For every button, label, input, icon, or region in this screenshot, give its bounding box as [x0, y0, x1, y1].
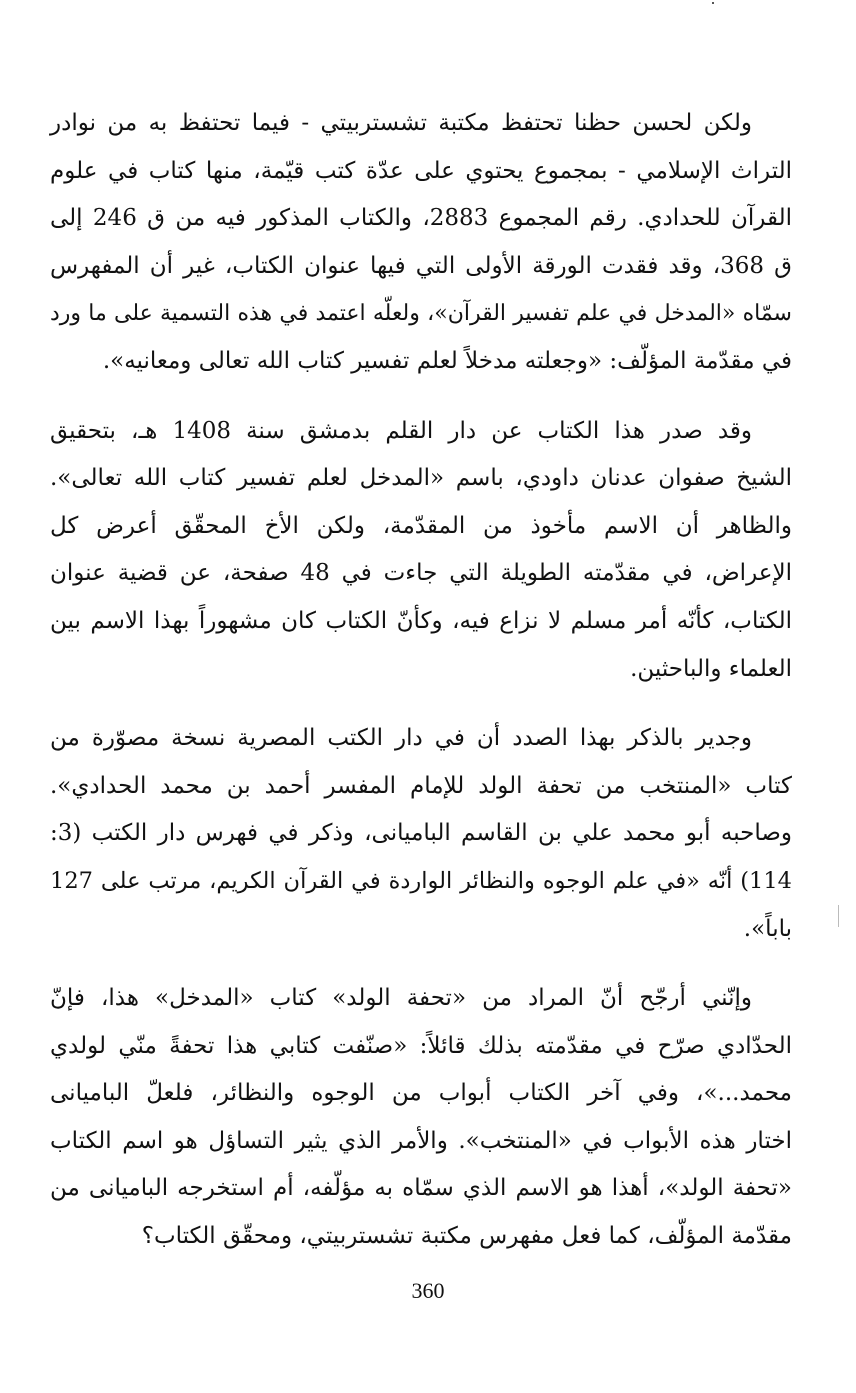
- text-line: التراث الإسلامي - بمجموع يحتوي على عدّة كتب قيّمة، منها كتاب في علوم: [50, 157, 792, 184]
- text-line: الإعراض، في مقدّمته الطويلة التي جاءت في 48 صفحة، عن قضية عنوان: [50, 560, 792, 587]
- text-line: ولكن لحسن حظنا تحتفظ مكتبة تشستربيتي - فيما تحتفظ به من نوادر: [50, 110, 752, 136]
- text-line: العلماء والباحثين.: [630, 655, 792, 682]
- text-line: في مقدّمة المؤلّف: «وجعلته مدخلاً لعلم تفسير كتاب الله تعالى ومعانيه».: [102, 347, 792, 374]
- text-line: «تحفة الولد»، أهذا هو الاسم الذي سمّاه به مؤلّفه، أم استخرجه الباميانى من: [50, 1175, 792, 1202]
- text-line: كتاب «المنتخب من تحفة الولد للإمام المفسر أحمد بن محمد الحدادي».: [50, 772, 792, 799]
- text-line: وجدير بالذكر بهذا الصدد أن في دار الكتب المصرية نسخة مصوّرة من: [50, 725, 752, 752]
- text-line: الحدّادي صرّح في مقدّمته بذلك قائلاً: «صنّفت كتابي هذا تحفةً منّي لولدي: [50, 1032, 792, 1059]
- scan-speck: [712, 2, 714, 4]
- paragraph-tuhfat-al-walad: [50, 975, 792, 1261]
- text-line: الشيخ صفوان عدنان داودي، باسم «المدخل لعلم تفسير كتاب الله تعالى».: [50, 465, 792, 492]
- body-text: [50, 100, 792, 1283]
- text-line: والظاهر أن الاسم مأخوذ من المقدّمة، ولكن الأخ المحقّق أعرض كل: [50, 512, 792, 539]
- text-line: وإنّني أرجّح أنّ المراد من «تحفة الولد» كتاب «المدخل» هذا، فإنّ: [50, 985, 753, 1012]
- text-line: اختار هذه الأبواب في «المنتخب». والأمر الذي يثير التساؤل هو اسم الكتاب: [50, 1127, 792, 1154]
- text-line: محمد...»، وفي آخر الكتاب أبواب من الوجوه والنظائر، فلعلّ الباميانى: [50, 1080, 792, 1107]
- text-line: باباً».: [743, 915, 792, 942]
- text-line: الكتاب، كأنّه أمر مسلم لا نزاع فيه، وكأنّ الكتاب كان مشهوراً بهذا الاسم بين: [50, 607, 792, 634]
- paragraph-dar-al-qalam-edition: [50, 408, 792, 694]
- text-line: ق 368، وقد فقدت الورقة الأولى التي فيها عنوان الكتاب، غير أن المفهرس: [50, 252, 793, 279]
- text-line: القرآن للحدادي. رقم المجموع 2883، والكتاب المذكور فيه من ق 246 إلى: [50, 205, 792, 232]
- text-line: 114) أنّه «في علم الوجوه والنظائر الواردة في القرآن الكريم، مرتب على 127: [50, 867, 792, 894]
- text-line: وصاحبه أبو محمد علي بن القاسم الباميانى، وذكر في فهرس دار الكتب (3:: [50, 820, 792, 847]
- page-number: 360: [411, 1278, 445, 1303]
- scan-margin-mark: [838, 905, 839, 927]
- paragraph-chester-beatty: [50, 100, 792, 386]
- text-line: سمّاه «المدخل في علم تفسير القرآن»، ولعلّه اعتمد في هذه التسمية على ما ورد: [50, 301, 792, 327]
- paragraph-egyptian-library-copy: [50, 715, 792, 953]
- text-line: وقد صدر هذا الكتاب عن دار القلم بدمشق سنة 1408 هـ، بتحقيق: [50, 417, 753, 444]
- text-line: مقدّمة المؤلّف، كما فعل مفهرس مكتبة تشستربيتي، ومحقّق الكتاب؟: [141, 1223, 792, 1250]
